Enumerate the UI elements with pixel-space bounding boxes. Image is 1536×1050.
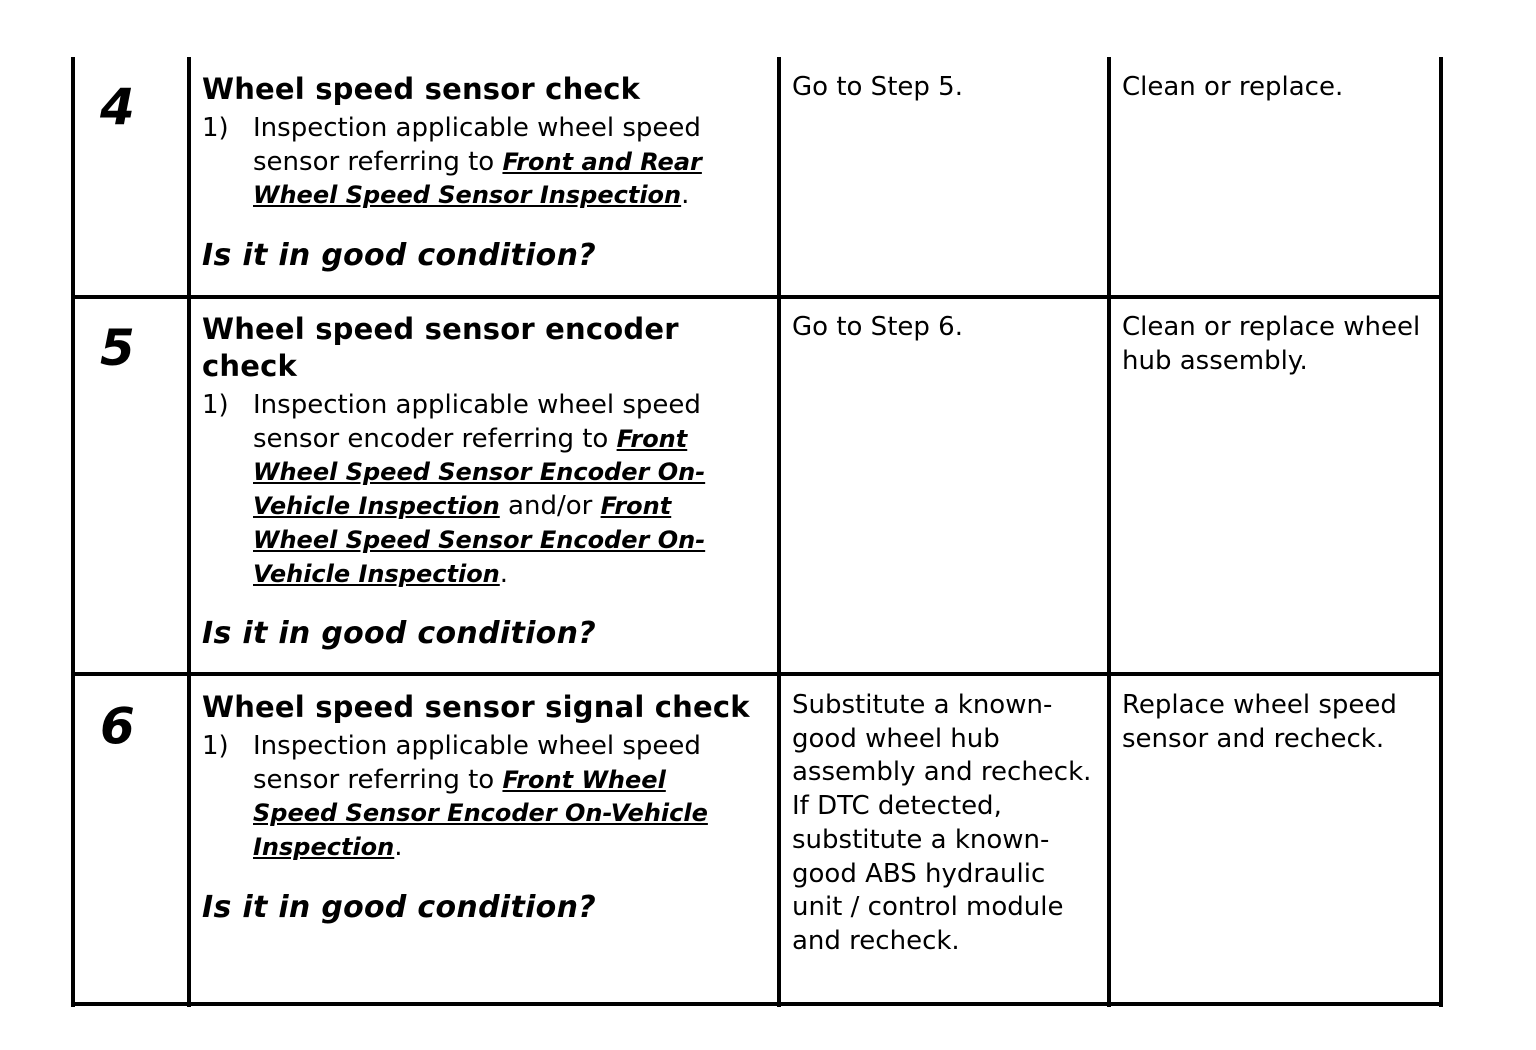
row-divider: [71, 672, 1443, 676]
yes-result: Go to Step 6.: [792, 312, 963, 342]
action-cell: [202, 311, 752, 652]
table-border-bottom: [71, 1002, 1443, 1006]
condition-question: Is it in good condition?: [202, 889, 596, 925]
item-number: 1): [202, 731, 229, 761]
step-number: 5: [100, 319, 135, 377]
item-end: .: [681, 180, 690, 211]
item-number: 1): [202, 390, 229, 420]
table-border-left: [71, 57, 75, 1007]
list-item: [202, 730, 752, 865]
action-cell: [202, 689, 752, 926]
item-text: Inspection applicable wheel speed sensor encoder referring to: [253, 390, 701, 454]
table-border-right: [1439, 57, 1443, 1007]
step-title: Wheel speed sensor check: [202, 72, 641, 106]
item-text-mid: and/or: [499, 491, 601, 522]
reference-link[interactable]: Front Wheel Speed Sensor Encoder On-Vehicle Inspection: [253, 492, 706, 588]
no-result: Replace wheel speed sensor and recheck.: [1122, 690, 1397, 754]
item-number: 1): [202, 113, 229, 143]
column-divider: [187, 57, 191, 1007]
reference-link[interactable]: Front and Rear Wheel Speed Sensor Inspection: [253, 147, 702, 210]
no-result: Clean or replace wheel hub assembly.: [1122, 312, 1421, 376]
yes-result: Substitute a known-good wheel hub assembly and recheck. If DTC detected, substitute a known-good ABS hydraulic unit / control module and recheck.: [792, 690, 1092, 956]
column-divider: [1107, 57, 1111, 1007]
action-cell: [202, 71, 772, 274]
diagnostic-table: [71, 57, 1443, 1007]
item-end: .: [499, 558, 509, 589]
condition-question: Is it in good condition?: [202, 616, 596, 652]
reference-link[interactable]: Front Wheel Speed Sensor Encoder On-Vehicle Inspection: [253, 424, 706, 521]
step-title: Wheel speed sensor encoder check: [202, 312, 679, 383]
step-number: 6: [100, 697, 135, 755]
no-result: Clean or replace.: [1122, 72, 1344, 102]
reference-link[interactable]: Front Wheel Speed Sensor Encoder On-Vehicle Inspection: [253, 765, 708, 862]
yes-result: Go to Step 5.: [792, 72, 963, 102]
step-number: 4: [100, 78, 135, 136]
row-divider: [71, 295, 1443, 299]
list-item: [202, 389, 752, 591]
list-item: [202, 112, 772, 213]
item-text: Inspection applicable wheel speed sensor referring to: [253, 731, 701, 795]
item-end: .: [394, 832, 403, 863]
item-text: Inspection applicable wheel speed sensor referring to: [253, 113, 701, 177]
condition-question: Is it in good condition?: [202, 238, 596, 274]
step-title: Wheel speed sensor signal check: [202, 690, 750, 724]
column-divider: [777, 57, 781, 1007]
